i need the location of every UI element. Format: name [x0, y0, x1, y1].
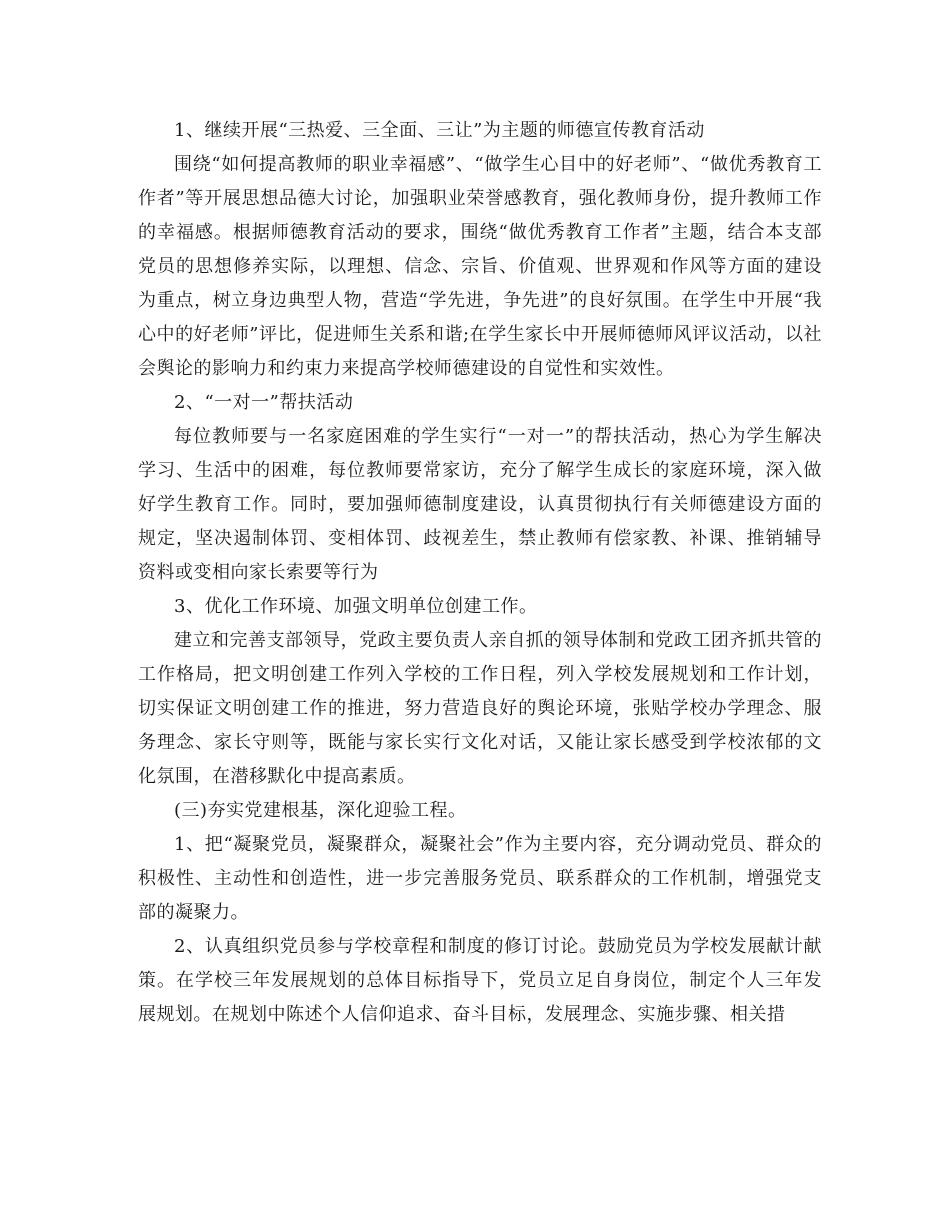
paragraph-one-to-one-support: 每位教师要与一名家庭困难的学生实行“一对一”的帮扶活动，热心为学生解决学习、生活中的困难，每位教师要常家访，充分了解学生成长的家庭环境，深入做好学生教育工作。同时，要加强师德制度建设，认真贯彻执行有关师德建设方面的规定，坚决遏制体罚、变相体罚、歧视差生，禁止教师有偿家教、补课、推销辅导资料或变相向家长索要等行为 — [138, 426, 822, 583]
section-heading-party-building: (三)夯实党建根基，深化迎验工程。 — [174, 800, 467, 821]
document-body — [138, 114, 822, 1032]
paragraph-cohesion: 1、把“凝聚党员，凝聚群众，凝聚社会”作为主要内容，充分调动党员、群众的积极性、主动性和创造性，进一步完善服务党员、联系群众的工作机制，增强党支部的凝聚力。 — [138, 834, 822, 923]
section-heading-one-to-one-support: 2、“一对一”帮扶活动 — [174, 392, 354, 413]
paragraph-civilization-building: 建立和完善支部领导，党政主要负责人亲自抓的领导体制和党政工团齐抓共管的工作格局，把文明创建工作列入学校的工作日程，列入学校发展规划和工作计划，切实保证文明创建工作的推进，努力营造良好的舆论环境，张贴学校办学理念、服务理念、家长守则等，既能与家长实行文化对话，又能让家长感受到学校浓郁的文化氛围，在潜移默化中提高素质。 — [138, 630, 822, 787]
section-heading-work-environment: 3、优化工作环境、加强文明单位创建工作。 — [174, 596, 538, 617]
paragraph-teacher-ethics-discussion: 围绕“如何提高教师的职业幸福感”、“做学生心目中的好老师”、“做优秀教育工作者”等开展思想品德大讨论，加强职业荣誉感教育，强化教师身份，提升教师工作的幸福感。根据师德教育活动的要求，围绕“做优秀教育工作者”主题，结合本支部党员的思想修养实际，以理想、信念、宗旨、价值观、世界观和作风等方面的建设为重点，树立身边典型人物，营造“学先进，争先进”的良好氛围。在学生中开展“我心中的好老师”评比，促进师生关系和谐;在学生家长中开展师德师风评议活动，以社会舆论的影响力和约束力来提高学校师德建设的自觉性和实效性。 — [138, 154, 822, 379]
paragraph-charter-revision: 2、认真组织党员参与学校章程和制度的修订讨论。鼓励党员为学校发展献计献策。在学校三年发展规划的总体目标指导下，党员立足自身岗位，制定个人三年发展规划。在规划中陈述个人信仰追求、奋斗目标，发展理念、实施步骤、相关措 — [138, 936, 822, 1025]
section-heading-teacher-ethics-campaign: 1、继续开展“三热爱、三全面、三让”为主题的师德宣传教育活动 — [174, 120, 705, 141]
